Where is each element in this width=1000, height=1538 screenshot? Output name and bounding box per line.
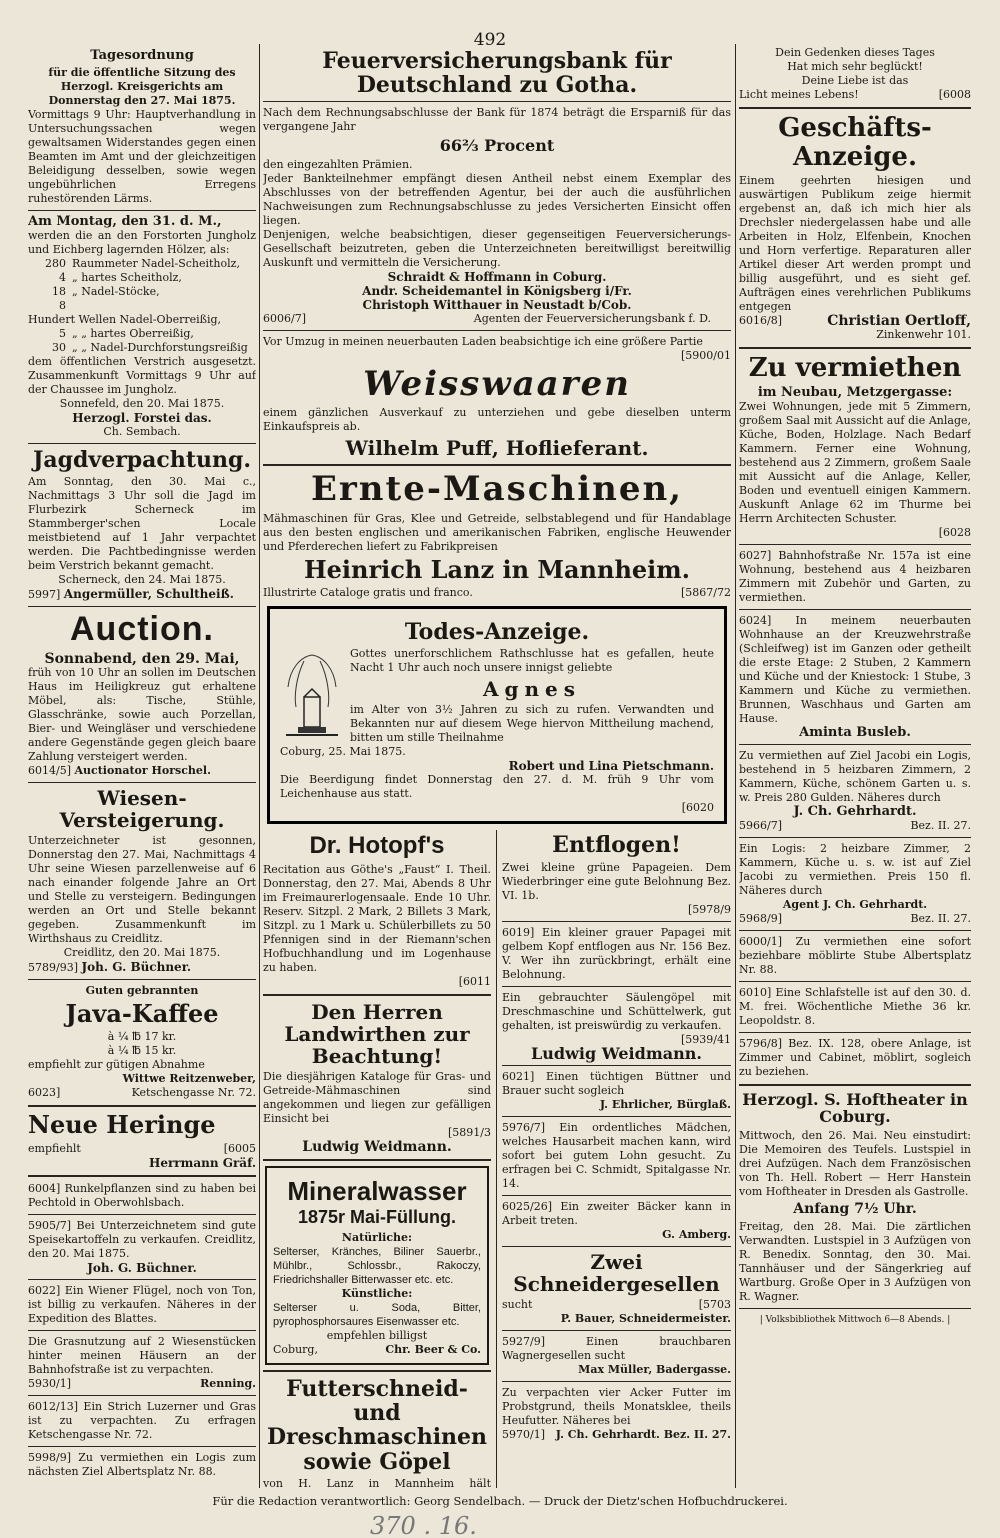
ad-ernte: Ernte-Maschinen, Mähmaschinen für Gras, Klee und Getreide, selbstablegend und für Handablage aus den besten englischen und amerikanischen Fabriken, englische Heuwender und Pferderechen liefert zu Fabrikpreisen Heinrich Lanz in Mannheim. Illustrirte Cataloge gratis und franco. [5867/72 [263, 469, 731, 600]
ad-subhead: Natürliche: [341, 1231, 413, 1245]
ad-title: Herzogl. S. Hoftheater in Coburg. [742, 1089, 968, 1127]
ad-date: Coburg, 25. Mai 1875. [280, 745, 406, 759]
ad-signature: Herzogl. Forstei das. [72, 411, 212, 426]
ad-body: Vor Umzug in meinen neuerbauten Laden beabsichtige ich eine größere Partie [263, 334, 703, 348]
center-right: Entflogen! Zwei kleine grüne Papageien. Dem Wiederbringer eine gute Belohnung Bez. VI. 1b. [5978/9 6019] Ein kleiner grauer Papagei mit gelbem Kopf entflogen aus Nr. 156 Bez. V. Wer ihn zurückbringt, erhält eine Belohnung. Ein gebrauchter Säulengöpel mit Dreschmaschine und Schüttelwerk, gut gehalten, ist preiswürdig zu verkaufen. [5939/41 Ludwig Weidmann. 6021] Einen tüchtigen Büttner und Brauer sucht sogleich J. Ehrlicher, Bürglaß. 5976/7] Ein ordentliches Mädchen, welches Hausarbeit machen kann, wird sofort bei gutem Lohn gesucht. Zu erfragen bei C. Schmidt, Spitalgasse Nr. 14. 6025/26] Ein zweiter Bäcker kann in Arbeit treten. G. Amberg. Zwei Schneidergesellen sucht [5703 P. Bauer, Schneidermeister. 5927/9] Einen brauchbaren Wagnergesellen sucht Max Müller, Badergasse. Zu verpachten vier Acker Futter im Probstgrund, theils Monatsklee, theils Heufutter. Näheres bei 5970/1] J. Ch. Gehrhardt. Bez. II. 27. [502, 832, 731, 1441]
ad-jacobi: Zu vermiethen auf Ziel Jacobi ein Logis, bestehend in 5 heizbaren Zimmern, 2 Kammern, Küche, schönem Garten u. s. w. Preis 280 Gulden. Näheres durch J. Ch. Gehrhardt. 5966/7] Bez. II. 27. [739, 748, 971, 832]
ad-small: 6010] Eine Schlafstelle ist auf den 30. d. M. frei. Wöchentliche Miethe 36 kr. Leopoldstr. 8. [739, 985, 971, 1027]
ad-signature: Andr. Scheidemantel in Königsberg i/Fr. [362, 283, 632, 298]
ad-signature: Joh. G. Büchner. [81, 959, 192, 974]
ad-body: Mittwoch, den 26. Mai. Neu einstudirt: Die Memoiren des Teufels. Lustspiel in drei Aufzügen. Nach dem Französischen von Th. Hell. Robert — Herr Hanstein vom Hoftheater in Dresden als Gastrolle. [739, 1128, 971, 1198]
ad-number: [6020 [681, 801, 714, 815]
ad-signature: J. Ehrlicher, Bürglaß. [599, 1097, 731, 1111]
ad-small: 6004] Runkelpflanzen sind zu haben bei Pechtold in Oberwohlsbach. [28, 1181, 256, 1209]
ad-body: Die Beerdigung findet Donnerstag den 27. d. M. früh 9 Uhr vom Leichenhause aus statt. [280, 773, 714, 801]
ad-tagesordnung [28, 49, 256, 206]
ad-title: Weisswaaren [363, 363, 631, 404]
ad-body: Ein Logis: 2 heizbare Zimmer, 2 Kammern, Küche u. s. w. ist auf Ziel Jacobi zu vermiethen. Preis 150 fl. Näheres durch [739, 841, 971, 897]
ad-body: Nach dem Rechnungsabschlusse der Bank für 1874 beträgt die Ersparniß für das vergangene Jahr [263, 106, 731, 134]
price: à ¼ ℔ 17 kr. [107, 1030, 177, 1044]
ad-small: 6025/26] Ein zweiter Bäcker kann in Arbeit treten. [502, 1199, 731, 1227]
column-right [739, 46, 971, 1488]
deceased-name: Agnes [482, 677, 582, 702]
ad-signature: Schraidt & Hoffmann in Coburg. [387, 269, 607, 284]
ad-number: [5900/01 [681, 348, 731, 362]
ad-small: Zu verpachten vier Acker Futter im Probstgrund, theils Monatsklee, theils Heufutter. Näheres bei [502, 1385, 731, 1427]
column-rule-left [259, 44, 260, 1488]
ad-body: Denjenigen, welche beabsichtigen, dieser gegenseitigen Feuerversicherungs-Gesellschaft beizutreten, geben die Unterzeichneten bereitwilligst bereitwillig Auskunft und vermitteln die Versicherung. [263, 227, 731, 269]
ad-body: Vormittags 9 Uhr: Hauptverhandlung in Untersuchungssachen wegen gewaltsamen Widerstandes gegen einen Beamten im Amt und der gleichzeitigen Beleidigung desselben, sowie wegen ungebührlichen Erregens ruhestörenden Lärms. [28, 108, 256, 206]
ad-signature: Angermüller, Schultheiß. [63, 587, 234, 602]
ad-title: Wiesen-Versteigerung. [59, 785, 225, 832]
ad-body: von H. Lanz in Mannheim hält [263, 1476, 491, 1488]
ad-logis: Ein Logis: 2 heizbare Zimmer, 2 Kammern, Küche u. s. w. ist auf Ziel Jacobi zu vermiethen. Preis 150 fl. Näheres durch Agent J. Ch. Gehrhardt. 5968/9] Bez. II. 27. [739, 841, 971, 925]
ad-title: Ernte-Maschinen, [310, 469, 684, 510]
ad-title: Zwei Schneidergesellen [513, 1249, 720, 1296]
ad-signature: Auctionator Horschel. [74, 763, 211, 777]
ad-title: Mineralwasser [287, 1175, 467, 1206]
handwritten-note: 370 . 16. [370, 1512, 477, 1538]
ad-small: 5905/7] Bei Unterzeichnetem sind gute Speisekartoffeln zu verkaufen. Creidlitz, den 20. Mai 1875. [28, 1218, 256, 1260]
ad-small: Ein gebrauchter Säulengöpel mit Dreschmaschine und Schüttelwerk, gut gehalten, ist preiswürdig zu verkaufen. [502, 990, 731, 1032]
ad-title: Am Montag, den 31. d. M., [28, 214, 222, 230]
ad-number: [6011 [458, 974, 491, 988]
ad-body: Einem geehrten hiesigen und auswärtigen Publikum zeige hiermit ergebenst an, daß ich mich hier als Drechsler niedergelassen habe und alle Arbeiten in Holz, Elfenbein, Knochen und Horn verfertige. Reparaturen aller Artikel dieser Art werden prompt und billig ausgeführt, und es sieht gef. Aufträgen eines verehrlichen Publikums entgegen [739, 174, 971, 314]
ad-signature: Agent J. Ch. Gehrhardt. [782, 897, 928, 911]
ad-jagd: Jagdverpachtung. Am Sonntag, den 30. Mai c., Nachmittags 3 Uhr soll die Jagd im Flurbezirk Scherneck im Stammberger'schen Locale meistbietend auf 1 Jahr verpachtet werden. Die Pachtbedingnisse werden beim Verstrich bekannt gemacht. Scherneck, den 24. Mai 1875. 5997] Angermüller, Schultheiß. [28, 447, 256, 602]
ad-signature: Christoph Witthauer in Neustadt b/Cob. [362, 297, 632, 312]
ad-body: Die diesjährigen Kataloge für Gras- und Getreide-Mähmaschinen sind angekommen und liegen zur gefälligen Einsicht bei [263, 1069, 491, 1125]
ad-body: Freitag, den 28. Mai. Die zärtlichen Verwandten. Lustspiel in 3 Aufzügen von R. Benedix. Sonntag, den 30. Mai. Tannhäuser und der Sängerkrieg auf Wartburg. Große Oper in 3 Aufzügen von R. Wagner. [739, 1220, 971, 1304]
ad-signature: Robert und Lina Pietschmann. [508, 759, 714, 774]
ad-body: empfehlen billigst [326, 1329, 428, 1343]
ad-body: Unterzeichneter ist gesonnen, Donnerstag den 27. Mai, Nachmittags 4 Uhr seine Wiesen parzellenweise auf 6 nach einander folgende Jahre an Ort und Stelle zu versteigern. Bedingungen werden an Ort und Stelle bekannt gegeben. Zusammenkunft im Wirthshaus zu Creidlitz. [28, 833, 256, 945]
ad-body: werden die an den Forstorten Jungholz und Eichberg lagernden Hölzer, als: [28, 229, 256, 257]
ad-small: Die Grasnutzung auf 2 Wiesenstücken hinter meinen Häusern an der Bahnhofstraße ist zu verpachten. [28, 1334, 256, 1376]
ad-signature: J. Ch. Gehrhardt. Bez. II. 27. [555, 1427, 731, 1441]
center-split [263, 830, 731, 1488]
ad-small: 6027] Bahnhofstraße Nr. 157a ist eine Wohnung, bestehend aus 4 heizbaren Zimmern mit Zubehör und Garten, zu vermiethen. [739, 548, 971, 604]
ad-number: [6028 [938, 525, 971, 539]
ad-subtitle: Guten gebrannten [85, 983, 199, 997]
ad-signature: G. Amberg. [662, 1227, 731, 1241]
ad-body: empfiehlt zur gütigen Abnahme [28, 1058, 205, 1072]
ad-signature: Chr. Beer & Co. [385, 1343, 481, 1357]
ad-signature: Heinrich Lanz in Mannheim. [303, 554, 691, 584]
ad-small: 6000/1] Zu vermiethen eine sofort beziehbare möblirte Stube Albertsplatz Nr. 88. [739, 934, 971, 976]
ad-auction: Auction. Sonnabend, den 29. Mai, früh von 10 Uhr an sollen im Deutschen Haus im Heiligkreuz gut erhaltene Möbel, als: Tische, Stühle, Glasschränke, sowie auch Porzellan, Bier- und Weingläser und verschiedene andere Gegenstände gegen gleich baare Zahlung versteigert werden. 6014/5] Auctionator Horschel. [28, 610, 256, 777]
ad-number: [5939/41 [681, 1032, 731, 1046]
ad-body: Selterser u. Soda, Bitter, pyrophosphorsaures Eisenwasser etc. [273, 1302, 481, 1329]
center-left [263, 830, 497, 1488]
ad-address: Zinkenwehr 101. [876, 328, 971, 342]
ad-body: Selterser, Kränches, Biliner Sauerbr., Mühlbr., Schlossbr., Rakoczy, Friedrichshaller Bitterwasser etc. etc. [273, 1246, 481, 1287]
death-notice [267, 606, 727, 824]
ad-holz [28, 215, 256, 439]
ad-subtitle: im Neubau, Metzgergasse: [757, 384, 953, 400]
ad-signature: Joh. G. Büchner. [87, 1260, 197, 1275]
ad-body: Zu vermiethen auf Ziel Jacobi ein Logis, bestehend in 5 heizbaren Zimmern, 2 Kammern, Küche, schönem Garten u. s. w. Preis 280 Gulden. Näheres durch [739, 748, 971, 804]
ad-body: einem gänzlichen Ausverkauf zu unterziehen und gebe dieselben unterm Einkaufspreis ab. [263, 406, 731, 434]
ad-title: Neue Heringe [28, 1110, 216, 1140]
ad-signature: Max Müller, Badergasse. [578, 1362, 731, 1376]
ad-title: Tagesordnung [90, 48, 194, 63]
ad-feuer: Feuerversicherungsbank für Deutschland zu Gotha. Nach dem Rechnungsabschlusse der Bank für 1874 beträgt die Ersparniß für das vergangene Jahr 66⅔ Procent den eingezahlten Prämien. Jeder Bankteilnehmer empfängt diesen Antheil nebst einem Exemplar des Abschlusses von der betreffenden Agentur, bei der auch die ausführlichen Nachweisungen zum Rechnungsabschlusse zu jedes Versicherten Einsicht offen liegen. Denjenigen, welche beabsichtigen, dieser gegenseitigen Feuerversicherungs-Gesellschaft beizutreten, geben die Unterzeichneten bereitwilligst bereitwillig Auskunft und vermitteln die Versicherung. Schraidt & Hoffmann in Coburg. Andr. Scheidemantel in Königsberg i/Fr. Christoph Witthauer in Neustadt b/Cob. 6006/7] Agenten der Feuerversicherungsbank f. D. [263, 48, 731, 325]
ad-small: 6022] Ein Wiener Flügel, noch von Ton, ist billig zu verkaufen. Näheres in der Expedition des Blattes. [28, 1283, 256, 1325]
ad-heringe: Neue Heringe empfiehlt [6005 Herrmann Gräf. [28, 1110, 256, 1170]
column-center [263, 46, 731, 1488]
page-footer: Für die Redaction verantwortlich: Georg Sendelbach. — Druck der Dietz'schen Hofbuchdruckerei. [212, 1494, 788, 1508]
ad-mineral: Mineralwasser 1875r Mai-Füllung. Natürliche: Selterser, Kränches, Biliner Sauerbr., Mühlbr., Schlossbr., Rakoczy, Friedrichshaller Bitterwasser etc. etc. Künstliche: Selterser u. Soda, Bitter, pyrophosphorsaures Eisenwasser etc. empfehlen billigst Coburg, Chr. Beer & Co. [265, 1166, 489, 1365]
ad-signature: Ludwig Weidmann. [302, 1138, 452, 1155]
ad-title: Geschäfts-Anzeige. [778, 113, 932, 172]
ad-title: Dr. Hotopf's [309, 832, 445, 860]
ad-date: Sonnefeld, den 20. Mai 1875. [59, 397, 225, 411]
page-number: 492 [473, 30, 507, 50]
ad-gedenken: Dein Gedenken dieses Tages Hat mich sehr beglückt! Deine Liebe ist das Licht meines Lebens! [6008 [739, 46, 971, 101]
ad-small: 6024] In meinem neuerbauten Wohnhause an der Kreuzwehrstraße (Schleifweg) ist im Ganzen oder getheilt die erste Etage: 2 Stuben, 2 Kammern und Küche und der Kniestock: 1 Stube, 3 Kammern und Küche zu vermiethen. Brunnen, Waschhaus und Garten am Hause. [739, 613, 971, 725]
ad-signature: J. Ch. Gehrhardt. [793, 803, 917, 819]
ad-subtitle: für die öffentliche Sitzung des Herzogl. Kreisgerichts am Donnerstag den 27. Mai 1875. [48, 66, 236, 108]
ad-small: 6012/13] Ein Strich Luzerner und Gras ist zu verpachten. Zu erfragen Ketschengasse Nr. 72. [28, 1399, 256, 1441]
ad-signature: Ludwig Weidmann. [531, 1043, 702, 1063]
ad-title: Jagdverpachtung. [32, 447, 252, 474]
ad-subhead: Künstliche: [341, 1287, 413, 1301]
ad-body: Zwei kleine grüne Papageien. Dem Wiederbringer eine gute Belohnung Bez. VI. 1b. [502, 860, 731, 902]
ad-number: [5978/9 [688, 902, 731, 916]
ad-highlight: 66⅔ Procent [439, 136, 555, 156]
column-rule-right [735, 44, 736, 1488]
ad-small: 6019] Ein kleiner grauer Papagei mit gelbem Kopf entflogen aus Nr. 156 Bez. V. Wer ihn zurückbringt, erhält eine Belohnung. [502, 925, 731, 981]
column-left: Tagesordnung für die öffentliche Sitzung des Herzogl. Kreisgerichts am Donnerstag den 27. Mai 1875. Vormittags 9 Uhr: Hauptverhandlung in Untersuchungssachen wegen gewaltsamen Widerstandes gegen einen Beamten im Amt und der gleichzeitigen Beleidigung desselben, sowie wegen ungebührlichen Erregens ruhestörenden Lärms. Am Montag, den 31. d. M., werden die an den Forstorten Jungholz und Eichberg lagernden Hölzer, als: 280 Raummeter Nadel-Scheitholz, 4 „ hartes Scheitholz, 18 „ Nadel-Stöcke, 8Hundert Wellen Nadel-Oberreißig, 5 „ „ hartes Oberreißig, 30 „ „ Nadel-Durchforstungsreißig dem öffentlichen Verstrich ausgesetzt. Zusammenkunft Vormittags 9 Uhr auf der Chaussee im Jungholz. Sonnefeld, den 20. Mai 1875. Herzogl. Forstei das. Ch. Sembach. Jagdverpachtung. Am Sonntag, den 30. Mai c., Nachmittags 3 Uhr soll die Jagd im Flurbezirk Scherneck im Stammberger'schen Locale meistbietend auf 1 Jahr verpachtet werden. Die Pachtbedingnisse werden beim Verstrich bekannt gemacht. Scherneck, den 24. Mai 1875. 5997] Angermüller, Schultheiß. Auction. Sonnabend, den 29. Mai, früh von 10 Uhr an sollen im Deutschen Haus im Heiligkreuz gut erhaltene Möbel, als: Tische, Stühle, Glasschränke, sowie auch Porzellan, Bier- und Weingläser und verschiedene andere Gegenstände gegen gleich baare Zahlung versteigert werden. 6014/5] Auctionator Horschel. Wiesen-Versteigerung. Unterzeichneter ist gesonnen, Donnerstag den 27. Mai, Nachmittags 4 Uhr seine Wiesen parzellenweise auf 6 nach einander folgende Jahre an Ort und Stelle zu versteigern. Bedingungen werden an Ort und Stelle bekannt gegeben. Zusammenkunft im Wirthshaus zu Creidlitz. Creidlitz, den 20. Mai 1875. 5789/93] Joh. G. Büchner. Guten gebrannten Java-Kaffee à ¼ ℔ 17 kr. à ¼ ℔ 15 kr. empfiehlt zur gütigen Abnahme Wittwe Reitzenweber, 6023] Ketschengasse Nr. 72. Neue Heringe empfiehlt [6005 Herrmann Gräf. 6004] Runkelpflanzen sind zu haben bei Pechtold in Oberwohlsbach. 5905/7] Bei Unterzeichnetem sind gute Speisekartoffeln zu verkaufen. Creidlitz, den 20. Mai 1875. Joh. G. Büchner. 6022] Ein Wiener Flügel, noch von Ton, ist billig zu verkaufen. Näheres in der Expedition des Blattes. Die Grasnutzung auf 2 Wiesenstücken hinter meinen Häusern an der Bahnhofstraße ist zu verpachten. 5930/1] Renning. 6012/13] Ein Strich Luzerner und Gras ist zu verpachten. Zu erfragen Ketschengasse Nr. 72. 5998/9] Zu vermiethen ein Logis zum nächsten Ziel Albertsplatz Nr. 88. [28, 48, 256, 1478]
ad-body: Jeder Bankteilnehmer empfängt diesen Antheil nebst einem Exemplar des Abschlusses von der betreffenden Agentur, bei der auch die ausführlichen Nachweisungen zum Rechnungsabschlusse zu jedes Versicherten Einsicht offen liegen. [263, 171, 731, 227]
ad-signature: Christian Oertloff, [827, 313, 971, 330]
ad-signature: Wittwe Reitzenweber, [122, 1072, 256, 1086]
ad-footnote: | Volksbibliothek Mittwoch 6—8 Abends. | [759, 1315, 951, 1326]
ad-small: 5998/9] Zu vermiethen ein Logis zum nächsten Ziel Albertsplatz Nr. 88. [28, 1450, 256, 1478]
ad-body: Gottes unerforschlichem Rathschlusse hat es gefallen, heute Nacht 1 Uhr auch noch unsere innigst geliebte [350, 647, 714, 675]
ad-signature: Wilhelm Puff, Hoflieferant. [345, 436, 649, 461]
ad-kaffee: Guten gebrannten Java-Kaffee à ¼ ℔ 17 kr. à ¼ ℔ 15 kr. empfiehlt zur gütigen Abnahme Wittwe Reitzenweber, 6023] Ketschengasse Nr. 72. [28, 983, 256, 1100]
ad-body: Zwei Wohnungen, jede mit 5 Zimmern, großem Saal mit Aussicht auf die Anlage, Küche, Boden, Holzlage. Nach Bedarf Kammern. Ferner eine Wohnung, bestehend aus 2 Zimmern, großem Saale mit Aussicht auf die Anlage, Keller, Boden und eventuell einigen Kammern. Auskunft Anlage 62 im Thurme bei Herrn Architecten Schuster. [739, 399, 971, 525]
ad-body: im Alter von 3½ Jahren zu sich zu rufen. Verwandten und Bekannten nur auf diesem Wege hiervon Mittheilung machend, bitten um stille Theilnahme [350, 703, 714, 745]
ad-body: den eingezahlten Prämien. [263, 157, 413, 171]
ad-title: Feuerversicherungsbank für Deutschland zu Gotha. [322, 48, 672, 99]
ad-subtitle: 1875r Mai-Füllung. [297, 1207, 457, 1228]
ad-small: 5927/9] Einen brauchbaren Wagnergesellen sucht [502, 1334, 731, 1362]
ad-title: Java-Kaffee [65, 998, 219, 1028]
ad-title: Entflogen! [552, 832, 681, 859]
ad-title: Auction. [70, 610, 214, 649]
ad-highlight: Anfang 7½ Uhr. [793, 1200, 917, 1217]
ad-geschaeft: Geschäfts-Anzeige. Einem geehrten hiesigen und auswärtigen Publikum zeige hiermit ergebenst an, daß ich mich hier als Drechsler niedergelassen habe und alle Arbeiten in Holz, Elfenbein, Knochen und Horn verfertige. Reparaturen aller Artikel dieser Art werden prompt und billig ausgeführt, und es sieht gef. Aufträgen eines verehrlichen Publikums entgegen 6016/8] Christian Oertloff, Zinkenwehr 101. [739, 113, 971, 342]
ad-date: Creidlitz, den 20. Mai 1875. [63, 945, 221, 959]
ad-signature: Ch. Sembach. [103, 425, 181, 439]
ad-number: [5891/3 [448, 1125, 491, 1139]
ad-signature: Renning. [200, 1376, 256, 1390]
ad-signature: Aminta Busleb. [799, 724, 911, 740]
ad-body: früh von 10 Uhr an sollen im Deutschen Haus im Heiligkreuz gut erhaltene Möbel, als: Tische, Stühle, Glasschränke, sowie auch Porzellan, Bier- und Weingläser und verschiedene andere Gegenstände gegen gleich baare Zahlung versteigert werden. [28, 665, 256, 763]
ad-subtitle: Sonnabend, den 29. Mai, [44, 650, 240, 667]
memorial-illustration-icon [282, 647, 342, 739]
ad-theater [739, 1091, 971, 1328]
ad-date: Scherneck, den 24. Mai 1875. [58, 573, 226, 587]
ad-body: dem öffentlichen Verstrich ausgesetzt. Zusammenkunft Vormittags 9 Uhr auf der Chaussee im Jungholz. [28, 355, 256, 397]
price: à ¼ ℔ 15 kr. [107, 1044, 177, 1058]
ad-title: Futterschneid- und Dreschmaschinen sowie Göpel [266, 1376, 488, 1475]
ad-wiesen: Wiesen-Versteigerung. Unterzeichneter ist gesonnen, Donnerstag den 27. Mai, Nachmittags 4 Uhr seine Wiesen parzellenweise auf 6 nach einander folgende Jahre an Ort und Stelle zu versteigern. Bedingungen werden an Ort und Stelle bekannt gegeben. Zusammenkunft im Wirthshaus zu Creidlitz. Creidlitz, den 20. Mai 1875. 5789/93] Joh. G. Büchner. [28, 785, 256, 974]
ad-title: Zu vermiethen [748, 353, 962, 384]
wood-table: 280 Raummeter Nadel-Scheitholz, 4 „ hartes Scheitholz, 18 „ Nadel-Stöcke, 8Hundert Wellen Nadel-Oberreißig, 5 „ „ hartes Oberreißig, 30 „ „ Nadel-Durchforstungsreißig [28, 257, 248, 355]
ad-signature: Herrmann Gräf. [149, 1155, 256, 1170]
ad-body: Mähmaschinen für Gras, Klee und Getreide, selbstablegend und für Handablage aus den besten englischen und amerikanischen Fabriken, englische Heuwender und Pferderechen liefert zu Fabrikpreisen [263, 511, 731, 553]
ad-title: Todes-Anzeige. [404, 619, 590, 646]
ad-small: 5796/8] Bez. IX. 128, obere Anlage, ist Zimmer und Cabinet, möblirt, sogleich zu beziehen. [739, 1036, 971, 1078]
ad-title: Den Herren Landwirthen zur Beachtung! [284, 999, 470, 1068]
ad-small: 6021] Einen tüchtigen Büttner und Brauer sucht sogleich [502, 1069, 731, 1097]
ad-body: Am Sonntag, den 30. Mai c., Nachmittags 3 Uhr soll die Jagd im Flurbezirk Scherneck im Stammberger'schen Locale meistbietend auf 1 Jahr verpachtet werden. Die Pachtbedingnisse werden beim Verstrich bekannt gemacht. [28, 475, 256, 573]
ad-weisswaaren [263, 335, 731, 459]
ad-small: 5976/7] Ein ordentliches Mädchen, welches Hausarbeit machen kann, wird sofort bei gutem Lohn gesucht. Zu erfragen bei C. Schmidt, Spitalgasse Nr. 14. [502, 1120, 731, 1190]
ad-body: Recitation aus Göthe's „Faust“ I. Theil. Donnerstag, den 27. Mai, Abends 8 Uhr im Freimaurerlogensaale. Ende 10 Uhr. Reserv. Sitzpl. 2 Mark, 2 Billets 3 Mark, Sitzpl. zu 1 Mark u. Schülerbillets zu 50 Pfennigen sind in der Riemann'schen Hofbuchhandlung und im Logenhause zu haben. [263, 862, 491, 974]
ad-vermiethen [739, 354, 971, 540]
ad-signature: P. Bauer, Schneidermeister. [560, 1311, 731, 1325]
